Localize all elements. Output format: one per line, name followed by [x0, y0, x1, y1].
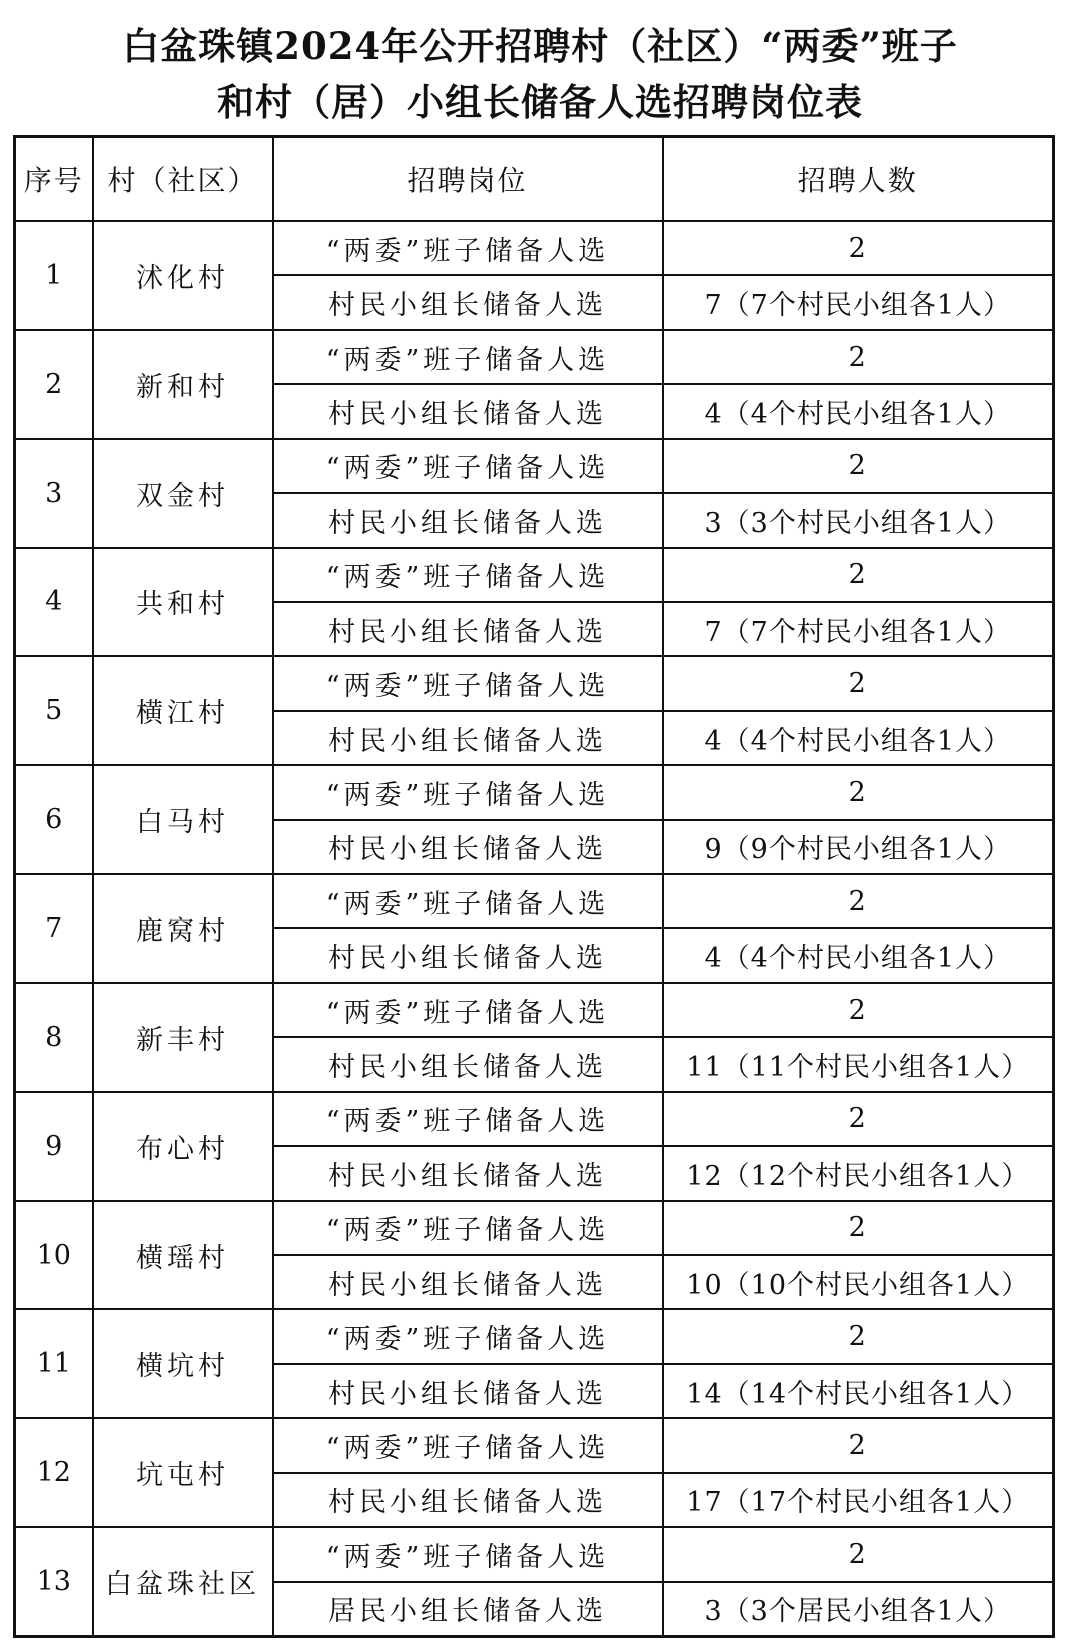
post-count: 4（4个村民小组各1人） — [663, 384, 1054, 438]
village-name: 坑屯村 — [93, 1418, 273, 1527]
post-count: 11（11个村民小组各1人） — [663, 1037, 1054, 1091]
post-count: 10（10个村民小组各1人） — [663, 1255, 1054, 1309]
post-count: 2 — [663, 1092, 1054, 1146]
post-count: 7（7个村民小组各1人） — [663, 275, 1054, 329]
post-count: 2 — [663, 221, 1054, 275]
village-name: 横瑶村 — [93, 1201, 273, 1310]
document-title — [0, 18, 1080, 130]
table-row — [15, 548, 1054, 602]
header-number: 序号 — [15, 137, 93, 222]
table-row — [15, 330, 1054, 384]
post-name: 村民小组长储备人选 — [273, 602, 663, 656]
title-line-2: 和村（居）小组长储备人选招聘岗位表 — [217, 80, 863, 124]
village-name: 共和村 — [93, 548, 273, 657]
post-name: “两委”班子储备人选 — [273, 330, 663, 384]
post-count: 12（12个村民小组各1人） — [663, 1146, 1054, 1200]
post-name: “两委”班子储备人选 — [273, 1309, 663, 1363]
table-body — [15, 221, 1054, 1637]
post-count: 14（14个村民小组各1人） — [663, 1364, 1054, 1418]
post-name: “两委”班子储备人选 — [273, 221, 663, 275]
village-name: 横坑村 — [93, 1309, 273, 1418]
row-number: 7 — [15, 874, 93, 983]
post-name: 村民小组长储备人选 — [273, 711, 663, 765]
village-name: 新丰村 — [93, 983, 273, 1092]
row-number: 13 — [15, 1527, 93, 1636]
header-village: 村（社区） — [93, 137, 273, 222]
title-line-1: 白盆珠镇2024年公开招聘村（社区）“两委”班子 — [122, 24, 958, 68]
header-post: 招聘岗位 — [273, 137, 663, 222]
post-count: 2 — [663, 330, 1054, 384]
table-row — [15, 874, 1054, 928]
post-name: 村民小组长储备人选 — [273, 384, 663, 438]
post-count: 2 — [663, 656, 1054, 710]
post-name: “两委”班子储备人选 — [273, 765, 663, 819]
table-row — [15, 983, 1054, 1037]
table-row — [15, 439, 1054, 493]
post-count: 2 — [663, 1201, 1054, 1255]
post-name: 村民小组长储备人选 — [273, 493, 663, 547]
village-name: 鹿窝村 — [93, 874, 273, 983]
post-name: 村民小组长储备人选 — [273, 1037, 663, 1091]
post-count: 2 — [663, 983, 1054, 1037]
post-name: 居民小组长储备人选 — [273, 1582, 663, 1637]
row-number: 4 — [15, 548, 93, 657]
post-name: 村民小组长储备人选 — [273, 1255, 663, 1309]
row-number: 8 — [15, 983, 93, 1092]
post-count: 2 — [663, 439, 1054, 493]
post-count: 17（17个村民小组各1人） — [663, 1473, 1054, 1527]
post-name: “两委”班子储备人选 — [273, 1092, 663, 1146]
table-row — [15, 1309, 1054, 1363]
post-name: 村民小组长储备人选 — [273, 275, 663, 329]
post-name: “两委”班子储备人选 — [273, 1201, 663, 1255]
village-name: 沭化村 — [93, 221, 273, 330]
post-name: 村民小组长储备人选 — [273, 820, 663, 874]
post-name: “两委”班子储备人选 — [273, 439, 663, 493]
post-count: 4（4个村民小组各1人） — [663, 711, 1054, 765]
row-number: 5 — [15, 656, 93, 765]
row-number: 6 — [15, 765, 93, 874]
village-name: 布心村 — [93, 1092, 273, 1201]
row-number: 2 — [15, 330, 93, 439]
post-name: 村民小组长储备人选 — [273, 928, 663, 982]
post-count: 4（4个村民小组各1人） — [663, 928, 1054, 982]
table-row — [15, 656, 1054, 710]
post-count: 2 — [663, 874, 1054, 928]
village-name: 横江村 — [93, 656, 273, 765]
post-name: “两委”班子储备人选 — [273, 983, 663, 1037]
post-name: “两委”班子储备人选 — [273, 874, 663, 928]
table-row — [15, 1527, 1054, 1581]
post-name: “两委”班子储备人选 — [273, 1527, 663, 1581]
village-name: 双金村 — [93, 439, 273, 548]
post-name: 村民小组长储备人选 — [273, 1146, 663, 1200]
table-row — [15, 1201, 1054, 1255]
post-count: 2 — [663, 1418, 1054, 1472]
post-count: 3（3个村民小组各1人） — [663, 493, 1054, 547]
post-name: “两委”班子储备人选 — [273, 656, 663, 710]
post-count: 2 — [663, 1527, 1054, 1581]
table-row — [15, 1418, 1054, 1472]
post-count: 2 — [663, 765, 1054, 819]
village-name: 白马村 — [93, 765, 273, 874]
header-count: 招聘人数 — [663, 137, 1054, 222]
row-number: 11 — [15, 1309, 93, 1418]
post-count: 2 — [663, 1309, 1054, 1363]
row-number: 10 — [15, 1201, 93, 1310]
post-count: 7（7个村民小组各1人） — [663, 602, 1054, 656]
post-name: 村民小组长储备人选 — [273, 1473, 663, 1527]
post-count: 9（9个村民小组各1人） — [663, 820, 1054, 874]
row-number: 1 — [15, 221, 93, 330]
village-name: 新和村 — [93, 330, 273, 439]
post-name: “两委”班子储备人选 — [273, 1418, 663, 1472]
post-count: 2 — [663, 548, 1054, 602]
table-row — [15, 221, 1054, 275]
table-row — [15, 1092, 1054, 1146]
recruitment-table — [13, 135, 1055, 1638]
post-name: 村民小组长储备人选 — [273, 1364, 663, 1418]
table-row — [15, 765, 1054, 819]
row-number: 9 — [15, 1092, 93, 1201]
row-number: 3 — [15, 439, 93, 548]
row-number: 12 — [15, 1418, 93, 1527]
post-count: 3（3个居民小组各1人） — [663, 1582, 1054, 1637]
village-name: 白盆珠社区 — [93, 1527, 273, 1636]
table-header-row — [15, 137, 1054, 222]
post-name: “两委”班子储备人选 — [273, 548, 663, 602]
